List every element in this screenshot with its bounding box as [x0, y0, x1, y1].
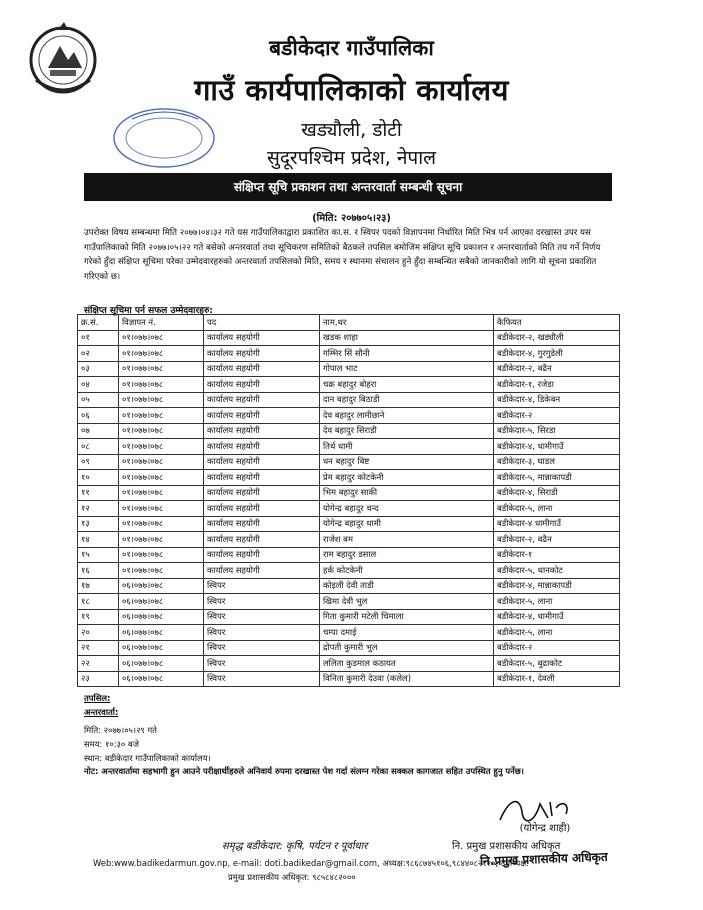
cell-post: कार्यालय सहयोगी [204, 501, 320, 517]
cell-ad-no: ०६।०७७।०७८ [119, 625, 204, 641]
cell-sn: २३ [78, 671, 119, 687]
cell-name: ललिता कुडमाल कठायत [320, 656, 494, 672]
table-row [78, 625, 620, 641]
cell-remarks: बडीकेदार-४ धामीगाउँ [494, 516, 620, 532]
cell-sn: ११ [78, 485, 119, 501]
cell-remarks: बडीकेदार-२, बढैन [494, 361, 620, 377]
interview-place: स्थान: बडीकेदार गाउँपालिकाको कार्यालय। [84, 753, 211, 763]
cell-name: खडक शाहा [320, 330, 494, 346]
table-row [78, 454, 620, 470]
cell-post: कार्यालय सहयोगी [204, 408, 320, 424]
cell-name: चम्पा दमाई [320, 625, 494, 641]
table-row [78, 640, 620, 656]
cell-sn: १३ [78, 516, 119, 532]
cell-name: योगेन्द्र बहादुर चन्द [320, 501, 494, 517]
cell-name: राजेश बम [320, 532, 494, 548]
cell-remarks: बडीकेदार-५, बुढाकोट [494, 656, 620, 672]
cell-post: कार्यालय सहयोगी [204, 470, 320, 486]
cell-ad-no: ०१।०७७।०७८ [119, 392, 204, 408]
cell-name: गोपाल भाट [320, 361, 494, 377]
cell-post: कार्यालय सहयोगी [204, 392, 320, 408]
table-row [78, 330, 620, 346]
table-row [78, 408, 620, 424]
cell-post: कार्यालय सहयोगी [204, 563, 320, 579]
cell-name: देव बहादुर सिराडी [320, 423, 494, 439]
cell-sn: ०१ [78, 330, 119, 346]
cell-name: प्रेम बहादुर कोटकेनी [320, 470, 494, 486]
cell-name: कोइली देवी ताडी [320, 578, 494, 594]
cell-ad-no: ०१।०७७।०७८ [119, 408, 204, 424]
cell-ad-no: ०६।०७७।०७८ [119, 656, 204, 672]
cell-remarks: बडीकेदार-२, खड्यौली [494, 330, 620, 346]
cell-ad-no: ०१।०७७।०७८ [119, 346, 204, 362]
footer-contact: Web:www.badikedarmun.gov.np, e-mail: doti.badikedar@gmail.com, अध्यक्ष:९८६८७४५१०६,९८४४०८२१२०, उपाध्यक्ष: [93, 858, 530, 868]
table-row [78, 532, 620, 548]
cell-ad-no: ०१।०७७।०७८ [119, 330, 204, 346]
cell-name: हर्क कोटकेनी [320, 563, 494, 579]
cell-remarks: बडीकेदार-५, थानकोट [494, 563, 620, 579]
cell-name: गिता कुमारी मटेली चिमाला [320, 609, 494, 625]
header-name: नाम,थर [320, 315, 494, 331]
tapasil-label: तपसिल: [84, 693, 111, 703]
notice-date: (मिति: २०७७०५।२३) [312, 213, 391, 224]
cell-remarks: बडीकेदार-२ [494, 408, 620, 424]
cell-sn: ०७ [78, 423, 119, 439]
header-post: पद [204, 315, 320, 331]
footer-motto: समृद्ध बडीकेदार: कृषि, पर्यटन र पूर्वाधार [222, 841, 368, 852]
cell-name: विनिता कुमारी देउवा (कलेल) [320, 671, 494, 687]
signatory-stamp: नि.प्रमुख प्रशासकीय अधिकृत [479, 849, 608, 869]
cell-name: दान बहादुर बिठाडी [320, 392, 494, 408]
cell-remarks: बडीकेदार-४, डिकेबन [494, 392, 620, 408]
cell-sn: १५ [78, 547, 119, 563]
office-name: गाउँ कार्यपालिकाको कार्यालय [194, 73, 509, 107]
cell-sn: ०२ [78, 346, 119, 362]
table-row [78, 501, 620, 517]
cell-remarks: बडीकेदार-५, लाना [494, 501, 620, 517]
cell-post: कार्यालय सहयोगी [204, 346, 320, 362]
table-row [78, 361, 620, 377]
cell-ad-no: ०१।०७७।०७८ [119, 547, 204, 563]
table-row [78, 563, 620, 579]
cell-post: कार्यालय सहयोगी [204, 532, 320, 548]
cell-name: देव बहादुर लामीछाने [320, 408, 494, 424]
cell-sn: ०६ [78, 408, 119, 424]
cell-sn: ०९ [78, 454, 119, 470]
notice-banner: संक्षिप्त सूचि प्रकाशन तथा अन्तरवार्ता सम्बन्धी सूचना [84, 173, 612, 201]
notice-paragraph: उपरोक्त विषय सम्बन्धमा मिति २०७७।०४।३२ गते यस गाउँपालिकाद्वारा प्रकाशित का.स. र स्विपर पदको विज्ञापनमा निर्धारित मिति भित्र पर्न आएका दरखास्त उपर यस गाउँपालिकाको मिति २०७७।०५।२२ गते बसेको अन्तरवार्ता तथा सूचिकरण समितिको बैठकले तपसिल बमोजिम संक्षिप्त सूचि प्रकाशन र अन्तरवार्ताको मिति तय गर्ने निर्णय गरेको हुँदा संक्षिप्त सूचिमा परेका उम्मेदवारहरुको अन्तरवार्ता तपसिलको मिति, समय र स्थानमा संचालन हुने हुँदा सम्बन्धित सबैको जानकारीको लागि यो सूचना प्रकाशित गरिएको छ। [84, 228, 601, 282]
cell-sn: ०४ [78, 377, 119, 393]
cell-ad-no: ०१।०७७।०७८ [119, 516, 204, 532]
header-ad-no: विज्ञापन नं. [119, 315, 204, 331]
cell-sn: १४ [78, 532, 119, 548]
cell-ad-no: ०१।०७७।०७८ [119, 563, 204, 579]
cell-ad-no: ०१।०७७।०७८ [119, 423, 204, 439]
table-heading: संक्षिप्त सूचिमा पर्न सफल उम्मेदवारहरु: [84, 306, 213, 316]
cell-remarks: बडीकेदार-५, सिरडा [494, 423, 620, 439]
table-row [78, 377, 620, 393]
table-row [78, 423, 620, 439]
table-row [78, 439, 620, 455]
cell-name: योगेन्द्र बहादुर धामी [320, 516, 494, 532]
table-row [78, 547, 620, 563]
cell-post: स्विपर [204, 671, 320, 687]
cell-post: कार्यालय सहयोगी [204, 547, 320, 563]
cell-sn: २२ [78, 656, 119, 672]
cell-ad-no: ०१।०७७।०७८ [119, 439, 204, 455]
cell-ad-no: ०१।०७७।०७८ [119, 532, 204, 548]
cell-name: खिमा देवी भुल [320, 594, 494, 610]
cell-post: कार्यालय सहयोगी [204, 485, 320, 501]
table-row [78, 656, 620, 672]
table-row [78, 578, 620, 594]
table-row [78, 346, 620, 362]
cell-remarks: बडीकेदार-४, मान्नाकापडी [494, 578, 620, 594]
cell-sn: १९ [78, 609, 119, 625]
office-province: सुदूरपश्चिम प्रदेश, नेपाल [267, 147, 436, 169]
cell-name: राम बहादुर डसाल [320, 547, 494, 563]
table-header-row [78, 315, 620, 331]
table-row [78, 594, 620, 610]
cell-name: गम्भिर सिं सौनी [320, 346, 494, 362]
cell-remarks: बडीकेदार-४, धामीगाउँ [494, 609, 620, 625]
cell-sn: २० [78, 625, 119, 641]
cell-remarks: बडीकेदार-१, देवली [494, 671, 620, 687]
interview-label: अन्तरवार्ता: [84, 707, 119, 717]
cell-sn: १६ [78, 563, 119, 579]
cell-ad-no: ०१।०७७।०७८ [119, 454, 204, 470]
cell-name: चक्र बहादुर बोहरा [320, 377, 494, 393]
cell-sn: १७ [78, 578, 119, 594]
cell-sn: ०५ [78, 392, 119, 408]
cell-ad-no: ०६।०७७।०७८ [119, 609, 204, 625]
cell-name: भिम बहादुर साकी [320, 485, 494, 501]
cell-post: स्विपर [204, 609, 320, 625]
cell-ad-no: ०१।०७७।०७८ [119, 377, 204, 393]
cell-post: स्विपर [204, 656, 320, 672]
interview-date: मिति: २०७७।०५।२९ गते [84, 725, 157, 735]
table-row [78, 516, 620, 532]
cell-sn: १२ [78, 501, 119, 517]
cell-name: द्रोपती कुमारी भुल [320, 640, 494, 656]
cell-post: स्विपर [204, 625, 320, 641]
cell-remarks: बडीकेदार-२, बढैन [494, 532, 620, 548]
cell-ad-no: ०१।०७७।०७८ [119, 361, 204, 377]
table-row [78, 485, 620, 501]
cell-sn: २१ [78, 640, 119, 656]
table-row [78, 609, 620, 625]
cell-post: स्विपर [204, 578, 320, 594]
cell-sn: १८ [78, 594, 119, 610]
signatory-name: (योगेन्द्र शाही) [519, 823, 571, 834]
cell-post: कार्यालय सहयोगी [204, 377, 320, 393]
cell-ad-no: ०६।०७७।०७८ [119, 578, 204, 594]
cell-remarks: बडीकेदार-५, मान्नाकापडी [494, 470, 620, 486]
signatory-title: नि. प्रमुख प्रशासकीय अधिकृत [452, 841, 561, 852]
cell-remarks: बडीकेदार-१ [494, 547, 620, 563]
header-sn: क्र.सं. [78, 315, 119, 331]
cell-remarks: बडीकेदार-४, धामीगाउँ [494, 439, 620, 455]
cell-post: कार्यालय सहयोगी [204, 423, 320, 439]
table-row [78, 470, 620, 486]
cell-post: कार्यालय सहयोगी [204, 516, 320, 532]
table-row [78, 671, 620, 687]
footer-officer: प्रमुख प्रशासकीय अधिकृत: ९८५८४८२००० [228, 872, 356, 882]
cell-remarks: बडीकेदार-३, घाडल [494, 454, 620, 470]
cell-remarks: बडीकेदार-४, गुरगुडेली [494, 346, 620, 362]
cell-post: कार्यालय सहयोगी [204, 361, 320, 377]
cell-sn: ०३ [78, 361, 119, 377]
notice-note: नोट: अन्तरवार्तामा सहभागी हुन आउने परीक्षार्थीहरुले अनिवार्य रुपमा दरखास्त पेश गर्दा संलग्न गरेका सक्कल कागजात सहित उपस्थित हुनु पर्नेछ। [84, 766, 524, 776]
cell-ad-no: ०६।०७७।०७८ [119, 671, 204, 687]
interview-time: समय: १०:३० बजे [84, 739, 139, 749]
cell-sn: ०८ [78, 439, 119, 455]
cell-post: कार्यालय सहयोगी [204, 330, 320, 346]
cell-remarks: बडीकेदार-५, लाना [494, 594, 620, 610]
cell-post: कार्यालय सहयोगी [204, 454, 320, 470]
cell-ad-no: ०१।०७७।०७८ [119, 501, 204, 517]
cell-name: धन बहादुर बिष्ट [320, 454, 494, 470]
candidate-table [77, 314, 620, 687]
municipality-name: बडीकेदार गाउँपालिका [269, 36, 434, 60]
header-remarks: कैफियत [494, 315, 620, 331]
cell-post: स्विपर [204, 594, 320, 610]
cell-ad-no: ०६।०७७।०७८ [119, 640, 204, 656]
cell-remarks: बडीकेदार-४, सिराडी [494, 485, 620, 501]
cell-remarks: बडीकेदार-२ [494, 640, 620, 656]
cell-sn: १० [78, 470, 119, 486]
cell-post: स्विपर [204, 640, 320, 656]
cell-remarks: बडीकेदार-१, रजेडा [494, 377, 620, 393]
cell-ad-no: ०१।०७७।०७८ [119, 470, 204, 486]
cell-ad-no: ०१।०७७।०७८ [119, 485, 204, 501]
table-row [78, 392, 620, 408]
cell-name: तिर्थ धामी [320, 439, 494, 455]
cell-remarks: बडीकेदार-५, लाना [494, 625, 620, 641]
cell-ad-no: ०६।०७७।०७८ [119, 594, 204, 610]
cell-post: कार्यालय सहयोगी [204, 439, 320, 455]
office-location: खड्यौली, डोटी [301, 119, 402, 141]
